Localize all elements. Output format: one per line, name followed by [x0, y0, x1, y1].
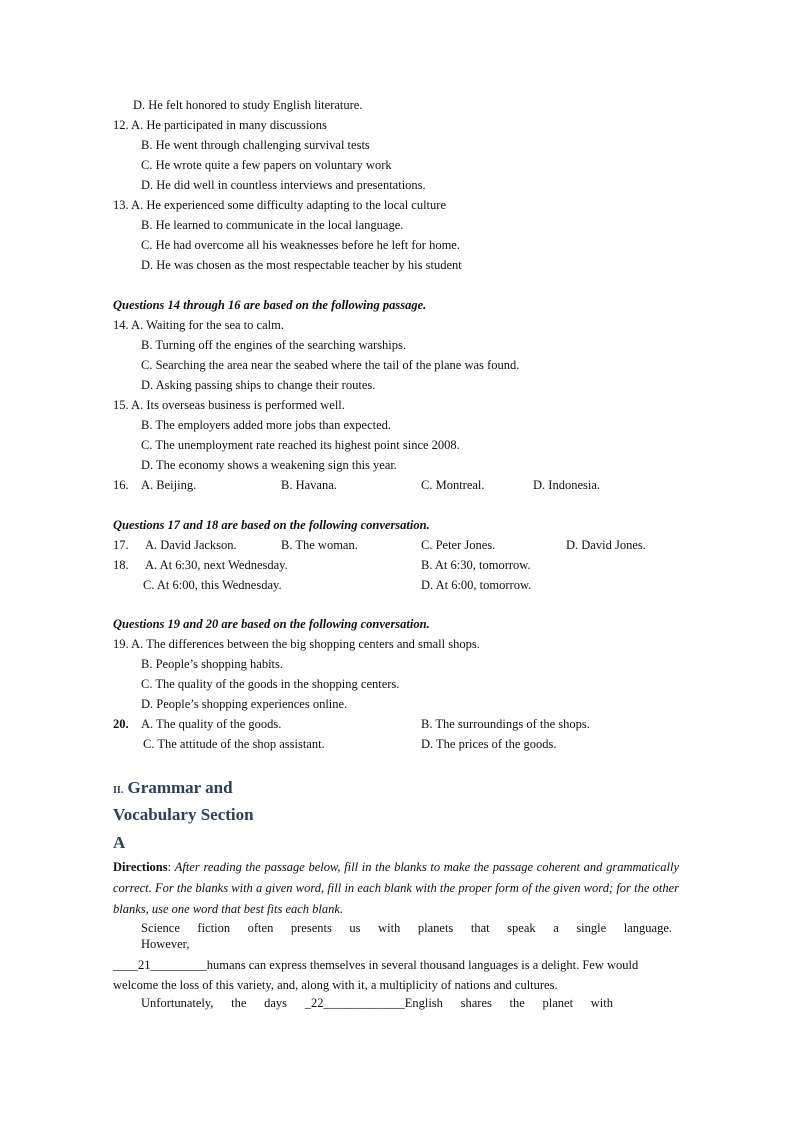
q13-option-d: D. He was chosen as the most respectable teacher by his student — [141, 258, 462, 272]
q19-option-a: 19. A. The differences between the big shopping centers and small shops. — [113, 637, 480, 651]
grammar-section-title-line2: Vocabulary Section — [113, 805, 254, 824]
passage-paragraph-blank-21: ____21_________humans can express themselves in several thousand languages is a delight. Few would welcome the loss of this variety, and, along with it, a multiplicity of nations and cultures. — [113, 958, 639, 992]
q13-option-a: 13. A. He experienced some difficulty adapting to the local culture — [113, 198, 446, 212]
q12-option-d: D. He did well in countless interviews and presentations. — [141, 178, 426, 192]
passage-line-blank-22: Unfortunately, the days _22_____________English shares the planet with — [141, 996, 613, 1010]
q20-option-c: C. The attitude of the shop assistant. — [143, 737, 325, 751]
q15-option-b: B. The employers added more jobs than expected. — [141, 418, 392, 432]
q18-option-d: D. At 6:00, tomorrow. — [421, 578, 532, 592]
q19-option-d: D. People’s shopping experiences online. — [141, 697, 348, 711]
section-heading-17-18: Questions 17 and 18 are based on the following conversation. — [113, 518, 430, 532]
section-heading-14-16: Questions 14 through 16 are based on the following passage. — [113, 298, 427, 312]
q20-number: 20. — [113, 717, 129, 731]
q17-option-d: D. David Jones. — [566, 538, 646, 552]
directions-text: After reading the passage below, fill in the blanks to make the passage coherent and grammatically correct. For the blanks with a given word, fill in each blank with the proper form of the given word; for the other blanks, use one word that best fits each blank. — [113, 860, 679, 916]
q18-option-a: A. At 6:30, next Wednesday. — [145, 558, 288, 572]
q20-option-b: B. The surroundings of the shops. — [421, 717, 590, 731]
q17-option-a: A. David Jackson. — [145, 538, 237, 552]
q16-option-d: D. Indonesia. — [533, 478, 600, 492]
q14-option-c: C. Searching the area near the seabed where the tail of the plane was found. — [141, 358, 520, 372]
section-heading-19-20: Questions 19 and 20 are based on the following conversation. — [113, 617, 430, 631]
q17-number: 17. — [113, 538, 129, 552]
grammar-title-text: Grammar and — [127, 778, 233, 797]
q14-option-a: 14. A. Waiting for the sea to calm. — [113, 318, 284, 332]
q16-option-b: B. Havana. — [281, 478, 337, 492]
directions-paragraph — [113, 857, 679, 920]
q20-option-a: A. The quality of the goods. — [141, 717, 282, 731]
q16-option-c: C. Montreal. — [421, 478, 485, 492]
q15-option-a: 15. A. Its overseas business is performed well. — [113, 398, 345, 412]
q20-option-d: D. The prices of the goods. — [421, 737, 557, 751]
q13-option-b: B. He learned to communicate in the local language. — [141, 218, 404, 232]
part-a-heading: A — [113, 833, 126, 852]
q14-option-b: B. Turning off the engines of the searching warships. — [141, 338, 407, 352]
directions-label: Directions — [113, 860, 168, 874]
q16-option-a: A. Beijing. — [141, 478, 197, 492]
q18-number: 18. — [113, 558, 129, 572]
q16-number: 16. — [113, 478, 129, 492]
grammar-section-title-line1 — [113, 777, 233, 802]
q13-option-c: C. He had overcome all his weaknesses before he left for home. — [141, 238, 460, 252]
q15-option-c: C. The unemployment rate reached its highest point since 2008. — [141, 438, 460, 452]
q17-option-b: B. The woman. — [281, 538, 358, 552]
q15-option-d: D. The economy shows a weakening sign this year. — [141, 458, 397, 472]
section-roman-numeral: II. — [113, 785, 124, 796]
q19-option-b: B. People’s shopping habits. — [141, 657, 284, 671]
q17-option-c: C. Peter Jones. — [421, 538, 496, 552]
q12-option-a: 12. A. He participated in many discussions — [113, 118, 327, 132]
q14-option-d: D. Asking passing ships to change their routes. — [141, 378, 376, 392]
q12-option-b: B. He went through challenging survival tests — [141, 138, 370, 152]
q19-option-c: C. The quality of the goods in the shopping centers. — [141, 677, 400, 691]
q18-option-b: B. At 6:30, tomorrow. — [421, 558, 531, 572]
passage-line-2: However, — [141, 937, 190, 951]
passage-line-1: Science fiction often presents us with planets that speak a single language. — [141, 921, 672, 935]
directions-colon: : — [167, 860, 175, 874]
q11-option-d: D. He felt honored to study English literature. — [133, 98, 363, 112]
q18-option-c: C. At 6:00, this Wednesday. — [143, 578, 282, 592]
q12-option-c: C. He wrote quite a few papers on voluntary work — [141, 158, 392, 172]
